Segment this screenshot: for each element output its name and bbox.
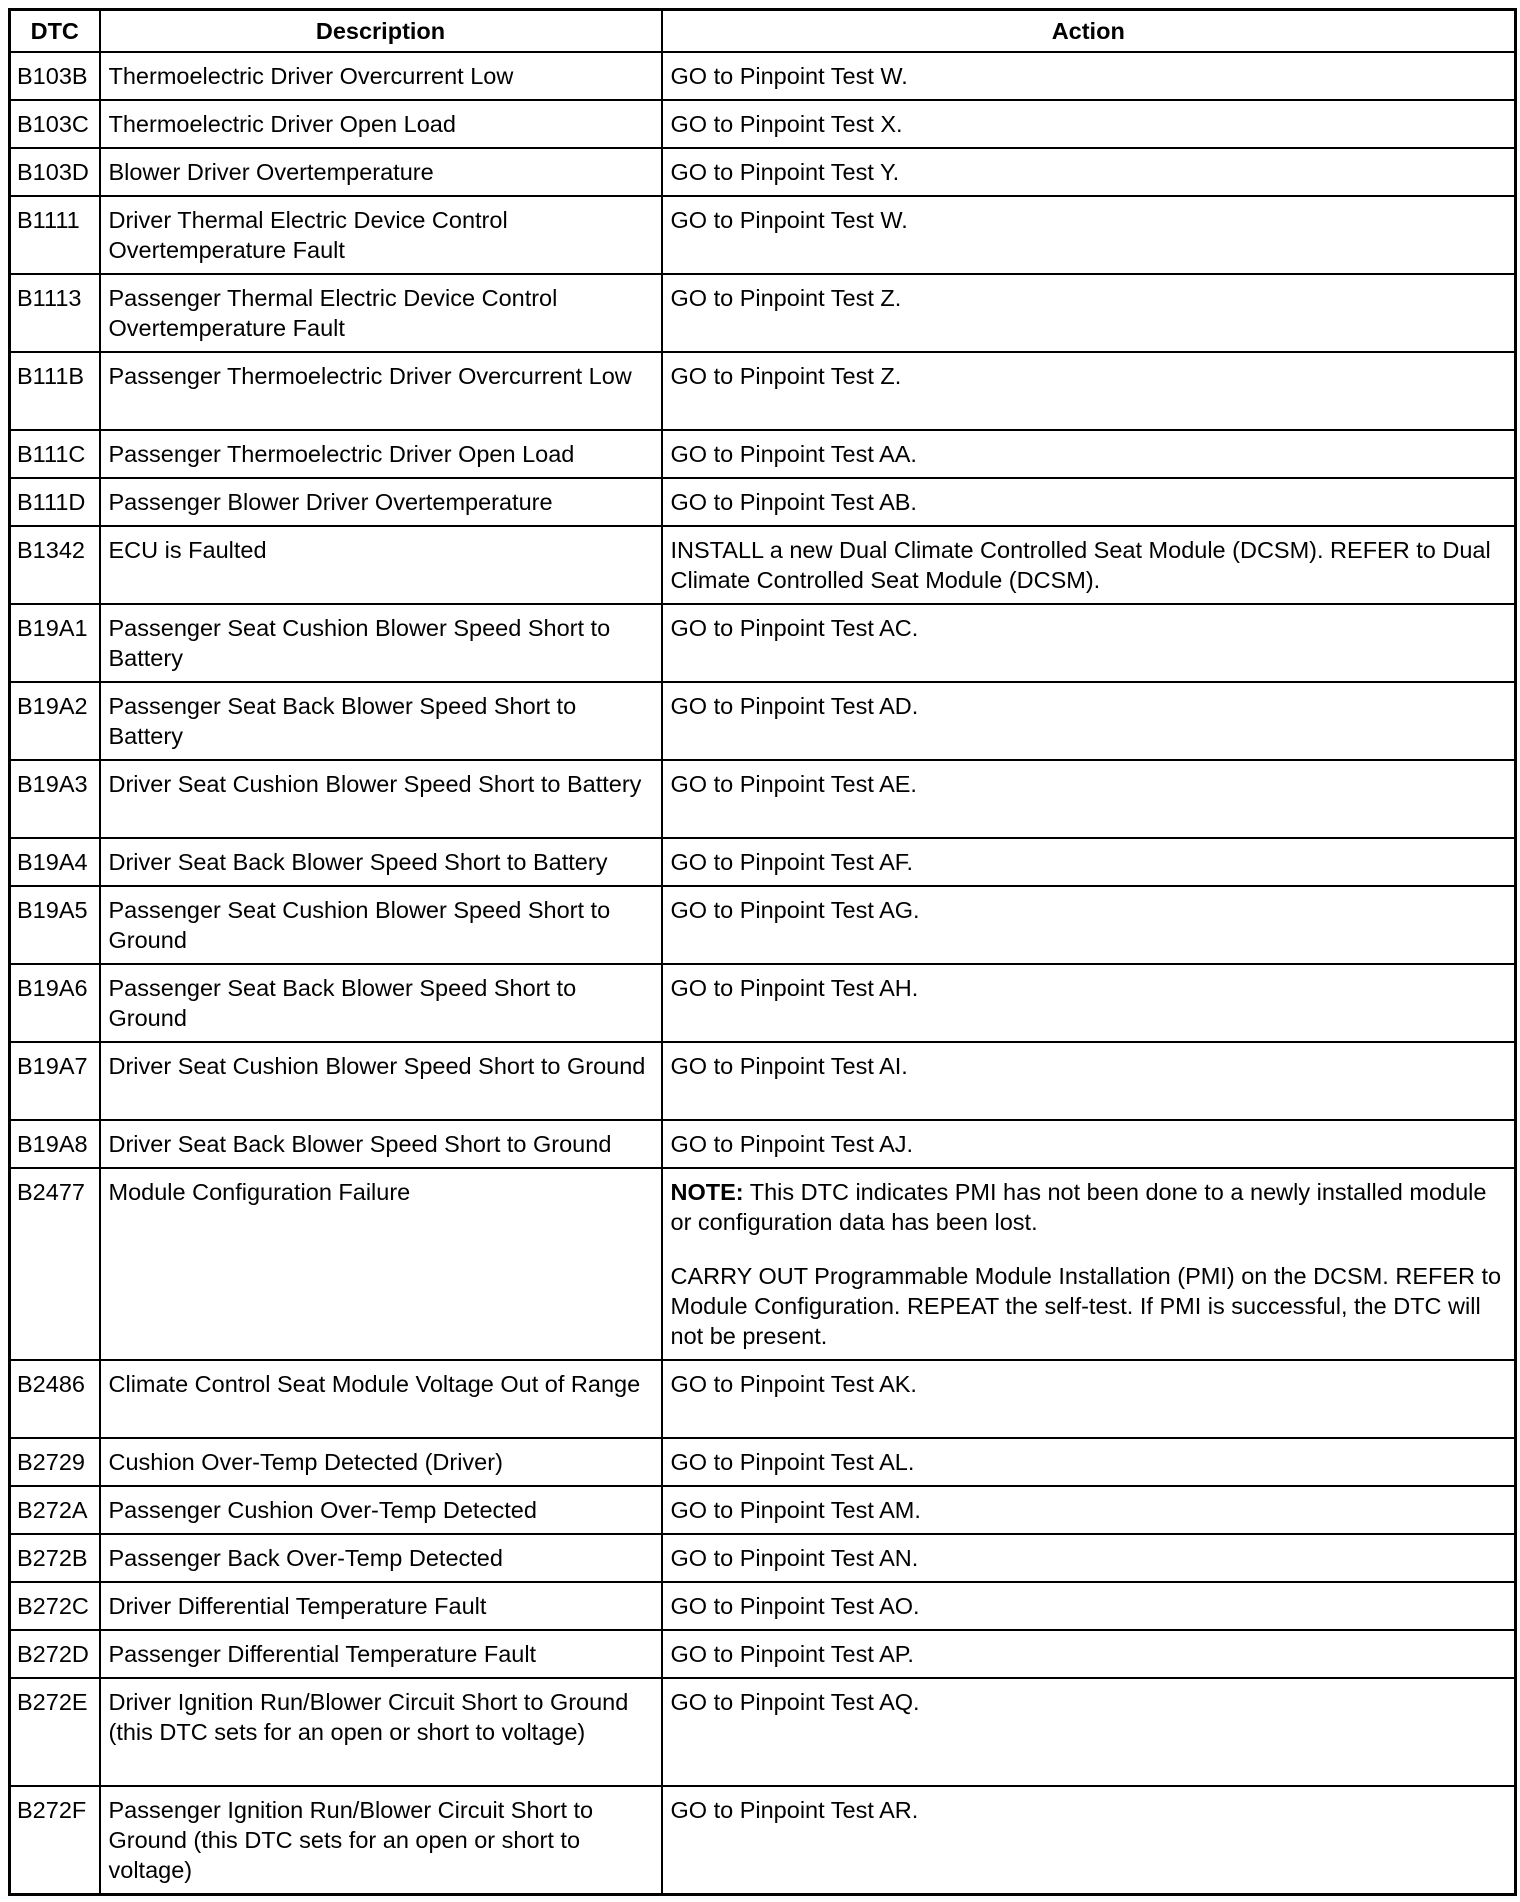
table-row xyxy=(10,838,1516,886)
dtc-code: B272D xyxy=(10,1630,100,1678)
dtc-action xyxy=(662,1168,1516,1360)
table-row xyxy=(10,352,1516,430)
dtc-action: GO to Pinpoint Test AQ. xyxy=(662,1678,1516,1786)
table-row xyxy=(10,1678,1516,1786)
dtc-code: B103C xyxy=(10,100,100,148)
dtc-description: Module Configuration Failure xyxy=(100,1168,662,1360)
dtc-description: Passenger Blower Driver Overtemperature xyxy=(100,478,662,526)
note-label: NOTE: xyxy=(670,1179,744,1205)
dtc-description: Passenger Ignition Run/Blower Circuit Short to Ground (this DTC sets for an open or short to voltage) xyxy=(100,1786,662,1895)
dtc-description: Passenger Seat Back Blower Speed Short to Battery xyxy=(100,682,662,760)
table-row xyxy=(10,148,1516,196)
dtc-action: GO to Pinpoint Test AJ. xyxy=(662,1120,1516,1168)
dtc-action: GO to Pinpoint Test X. xyxy=(662,100,1516,148)
table-row xyxy=(10,274,1516,352)
dtc-code: B272F xyxy=(10,1786,100,1895)
dtc-description: Passenger Cushion Over-Temp Detected xyxy=(100,1486,662,1534)
dtc-action: GO to Pinpoint Test Z. xyxy=(662,352,1516,430)
action-text: CARRY OUT Programmable Module Installation (PMI) on the DCSM. REFER to Module Configuration. REPEAT the self-test. If PMI is successful, the DTC will not be present. xyxy=(670,1263,1502,1349)
dtc-action: GO to Pinpoint Test AR. xyxy=(662,1786,1516,1895)
dtc-action: GO to Pinpoint Test AP. xyxy=(662,1630,1516,1678)
dtc-description: Driver Differential Temperature Fault xyxy=(100,1582,662,1630)
dtc-action: GO to Pinpoint Test AO. xyxy=(662,1582,1516,1630)
dtc-code: B111B xyxy=(10,352,100,430)
dtc-description: Driver Seat Back Blower Speed Short to Ground xyxy=(100,1120,662,1168)
table-row xyxy=(10,196,1516,274)
dtc-code: B19A2 xyxy=(10,682,100,760)
dtc-action: GO to Pinpoint Test AC. xyxy=(662,604,1516,682)
table-row xyxy=(10,1630,1516,1678)
dtc-description: Driver Ignition Run/Blower Circuit Short to Ground (this DTC sets for an open or short to voltage) xyxy=(100,1678,662,1786)
dtc-action: GO to Pinpoint Test AM. xyxy=(662,1486,1516,1534)
dtc-action: GO to Pinpoint Test AL. xyxy=(662,1438,1516,1486)
dtc-code: B272E xyxy=(10,1678,100,1786)
table-row xyxy=(10,1438,1516,1486)
dtc-action: INSTALL a new Dual Climate Controlled Seat Module (DCSM). REFER to Dual Climate Controlled Seat Module (DCSM). xyxy=(662,526,1516,604)
dtc-action: GO to Pinpoint Test W. xyxy=(662,196,1516,274)
table-row xyxy=(10,1534,1516,1582)
dtc-description: Passenger Seat Cushion Blower Speed Short to Ground xyxy=(100,886,662,964)
dtc-description: Passenger Thermoelectric Driver Overcurrent Low xyxy=(100,352,662,430)
dtc-code: B19A8 xyxy=(10,1120,100,1168)
dtc-code: B2486 xyxy=(10,1360,100,1438)
dtc-code: B19A1 xyxy=(10,604,100,682)
table-row xyxy=(10,1786,1516,1895)
table-row xyxy=(10,1042,1516,1120)
dtc-code: B272B xyxy=(10,1534,100,1582)
dtc-action: GO to Pinpoint Test AK. xyxy=(662,1360,1516,1438)
table-row xyxy=(10,1360,1516,1438)
dtc-description: Driver Thermal Electric Device Control Overtemperature Fault xyxy=(100,196,662,274)
dtc-action: GO to Pinpoint Test Y. xyxy=(662,148,1516,196)
dtc-code: B19A4 xyxy=(10,838,100,886)
table-row xyxy=(10,604,1516,682)
dtc-description: Passenger Thermal Electric Device Control Overtemperature Fault xyxy=(100,274,662,352)
table-row xyxy=(10,526,1516,604)
dtc-action: GO to Pinpoint Test AE. xyxy=(662,760,1516,838)
dtc-table xyxy=(8,8,1517,1896)
table-row xyxy=(10,886,1516,964)
dtc-action: GO to Pinpoint Test AG. xyxy=(662,886,1516,964)
dtc-code: B111C xyxy=(10,430,100,478)
dtc-action: GO to Pinpoint Test AH. xyxy=(662,964,1516,1042)
table-row xyxy=(10,100,1516,148)
dtc-action: GO to Pinpoint Test AF. xyxy=(662,838,1516,886)
dtc-code: B111D xyxy=(10,478,100,526)
table-row xyxy=(10,1120,1516,1168)
header-dtc: DTC xyxy=(10,10,100,53)
dtc-action: GO to Pinpoint Test AD. xyxy=(662,682,1516,760)
dtc-description: Driver Seat Back Blower Speed Short to Battery xyxy=(100,838,662,886)
table-row xyxy=(10,52,1516,100)
dtc-description: Passenger Seat Back Blower Speed Short to Ground xyxy=(100,964,662,1042)
dtc-description: Driver Seat Cushion Blower Speed Short to Ground xyxy=(100,1042,662,1120)
dtc-action: GO to Pinpoint Test AI. xyxy=(662,1042,1516,1120)
dtc-description: ECU is Faulted xyxy=(100,526,662,604)
note-block xyxy=(671,1177,1507,1237)
dtc-code: B19A3 xyxy=(10,760,100,838)
table-row xyxy=(10,430,1516,478)
table-header-row xyxy=(10,10,1516,53)
dtc-description: Cushion Over-Temp Detected (Driver) xyxy=(100,1438,662,1486)
table-row xyxy=(10,478,1516,526)
table-row xyxy=(10,1168,1516,1360)
table-row xyxy=(10,1486,1516,1534)
dtc-description: Thermoelectric Driver Open Load xyxy=(100,100,662,148)
dtc-code: B19A5 xyxy=(10,886,100,964)
table-row xyxy=(10,760,1516,838)
dtc-code: B2729 xyxy=(10,1438,100,1486)
dtc-code: B103B xyxy=(10,52,100,100)
dtc-code: B1111 xyxy=(10,196,100,274)
header-action: Action xyxy=(662,10,1516,53)
dtc-code: B1113 xyxy=(10,274,100,352)
dtc-description: Blower Driver Overtemperature xyxy=(100,148,662,196)
dtc-action: GO to Pinpoint Test AN. xyxy=(662,1534,1516,1582)
dtc-code: B2477 xyxy=(10,1168,100,1360)
dtc-description: Passenger Back Over-Temp Detected xyxy=(100,1534,662,1582)
dtc-description: Thermoelectric Driver Overcurrent Low xyxy=(100,52,662,100)
dtc-code: B272C xyxy=(10,1582,100,1630)
dtc-code: B1342 xyxy=(10,526,100,604)
dtc-description: Climate Control Seat Module Voltage Out of Range xyxy=(100,1360,662,1438)
dtc-description: Passenger Differential Temperature Fault xyxy=(100,1630,662,1678)
dtc-description: Driver Seat Cushion Blower Speed Short to Battery xyxy=(100,760,662,838)
note-text: This DTC indicates PMI has not been done to a newly installed module or configuration data has been lost. xyxy=(670,1179,1487,1235)
dtc-code: B19A7 xyxy=(10,1042,100,1120)
header-description: Description xyxy=(100,10,662,53)
table-row xyxy=(10,682,1516,760)
dtc-action: GO to Pinpoint Test AA. xyxy=(662,430,1516,478)
dtc-description: Passenger Seat Cushion Blower Speed Short to Battery xyxy=(100,604,662,682)
dtc-code: B19A6 xyxy=(10,964,100,1042)
table-row xyxy=(10,1582,1516,1630)
table-row xyxy=(10,964,1516,1042)
dtc-code: B272A xyxy=(10,1486,100,1534)
dtc-action: GO to Pinpoint Test AB. xyxy=(662,478,1516,526)
dtc-action: GO to Pinpoint Test W. xyxy=(662,52,1516,100)
dtc-code: B103D xyxy=(10,148,100,196)
dtc-description: Passenger Thermoelectric Driver Open Load xyxy=(100,430,662,478)
dtc-action: GO to Pinpoint Test Z. xyxy=(662,274,1516,352)
